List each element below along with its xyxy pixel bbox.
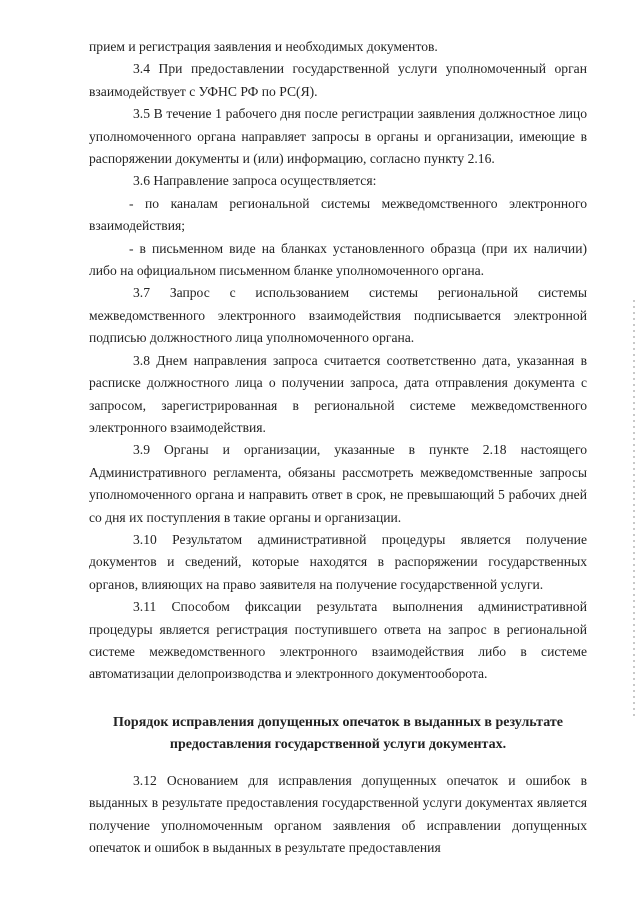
scan-edge-mark [633, 300, 635, 720]
paragraph-3-11: 3.11 Способом фиксации результата выполнения административной процедуры является регистрация поступившего ответа на запрос в региональной системе межведомственного электронного взаимодействия либо в системе автоматизации делопроизводства и электронного документооборота. [89, 599, 587, 682]
paragraph-3-12: 3.12 Основанием для исправления допущенных опечаток и ошибок в выданных в результате предоставления государственной услуги документах является получение уполномоченным органом заявления об исправлении допущенных опечаток и ошибок в выданных в результате предоставления [89, 772, 587, 855]
paragraph-3-5: 3.5 В течение 1 рабочего дня после регистрации заявления должностное лицо уполномоченного органа направляет запросы в органы и организации, имеющие в распоряжении документы и (или) информацию, согласно пункту 2.16. [89, 106, 587, 167]
paragraph-3-10: 3.10 Результатом административной процедуры является получение документов и сведений, которые находятся в распоряжении государственных органов, влияющих на право заявителя на получение государственной услуги. [89, 531, 587, 592]
paragraph-3-8: 3.8 Днем направления запроса считается соответственно дата, указанная в расписке должностного лица о получении запроса, дата отправления документа с запросом, зарегистрированная в региональной системе межведомственного электронного взаимодействия. [89, 352, 587, 435]
list-item-written-form: - в письменном виде на бланках установленного образца (при их наличии) либо на официальном письменном бланке уполномоченного органа. [89, 240, 587, 279]
section-heading: Порядок исправления допущенных опечаток в выданных в результате предоставления государственной услуги документах. [113, 714, 563, 752]
paragraph-3-4: 3.4 При предоставлении государственной услуги уполномоченный орган взаимодействует с УФНС РФ по РС(Я). [89, 61, 587, 99]
paragraph-3-7: 3.7 Запрос с использованием системы региональной системы межведомственного электронного взаимодействия подписывается электронной подписью должностного лица уполномоченного органа. [89, 285, 587, 346]
paragraph-continuation: прием и регистрация заявления и необходимых документов. [89, 39, 438, 54]
paragraph-3-6: 3.6 Направление запроса осуществляется: [133, 173, 377, 189]
paragraph-3-9: 3.9 Органы и организации, указанные в пункте 2.18 настоящего Административного регламента, обязаны рассмотреть межведомственные запросы уполномоченного органа и направить ответ в срок, не превышающий 5 рабочих дней со дня их поступления в такие органы и организации. [89, 442, 587, 525]
document-body [89, 36, 587, 859]
list-item-regional-system: - по каналам региональной системы межведомственного электронного взаимодействия; [89, 195, 587, 234]
